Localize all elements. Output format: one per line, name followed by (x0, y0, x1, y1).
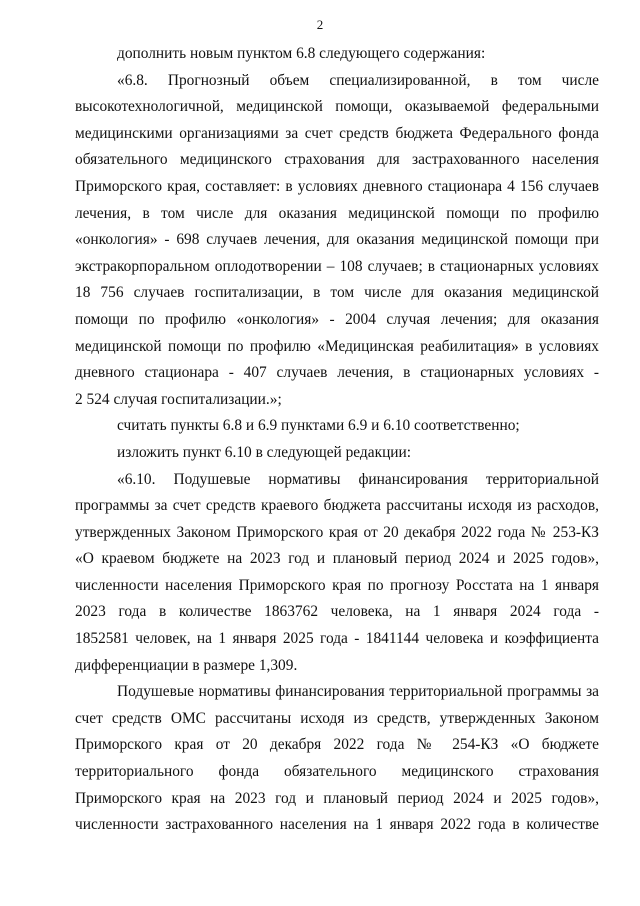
paragraph-line: помощи по профилю «онкология» - 2004 случая лечения; для оказания (75, 310, 599, 328)
paragraph-line: утвержденных Законом Приморского края от 20 декабря 2022 года № 253-КЗ (75, 523, 599, 541)
paragraph-line: 18 756 случаев госпитализации, в том числе для оказания медицинской (75, 284, 599, 302)
paragraph-line: территориального фонда обязательного медицинского страхования (75, 763, 599, 781)
paragraph-line: экстракорпоральном оплодотворении – 108 случаев; в стационарных условиях (75, 257, 599, 275)
paragraph-line: 2023 года в количестве 1863762 человека, на 1 января 2024 года - (75, 603, 599, 621)
paragraph-line: медицинскими организациями за счет средств бюджета Федерального фонда (75, 124, 599, 142)
document-body (75, 41, 599, 839)
paragraph-line: Приморского края, составляет: в условиях дневного стационара 4 156 случаев (75, 177, 599, 195)
paragraph-line: «6.8. Прогнозный объем специализированной, в том числе (117, 71, 599, 89)
paragraph-line: Приморского края от 20 декабря 2022 года № 254-КЗ «О бюджете (75, 736, 599, 754)
paragraph-line: Приморского края на 2023 год и плановый период 2024 и 2025 годов», (75, 789, 599, 807)
paragraph-line: 2 524 случая госпитализации.»; (75, 390, 282, 408)
paragraph-line: Подушевые нормативы финансирования территориальной программы за (117, 683, 599, 701)
paragraph-line: дифференциации в размере 1,309. (75, 656, 298, 674)
paragraph-line: дневного стационара - 407 случаев лечения, в стационарных условиях - (75, 364, 599, 382)
paragraph-line: «6.10. Подушевые нормативы финансирования территориальной (117, 470, 599, 488)
paragraph-line: изложить пункт 6.10 в следующей редакции: (117, 443, 412, 461)
paragraph-line: «О краевом бюджете на 2023 год и плановый период 2024 и 2025 годов», (75, 550, 599, 568)
paragraph-line: высокотехнологичной, медицинской помощи, оказываемой федеральными (75, 98, 599, 116)
paragraph-line: считать пункты 6.8 и 6.9 пунктами 6.9 и 6.10 соответственно; (117, 417, 520, 435)
paragraph-line: счет средств ОМС рассчитаны исходя из средств, утвержденных Законом (75, 709, 599, 727)
paragraph-line: лечения, в том числе для оказания медицинской помощи по профилю (75, 204, 599, 222)
paragraph-line: численности застрахованного населения на 1 января 2022 года в количестве (75, 816, 599, 834)
page-number: 2 (316, 17, 324, 32)
paragraph-line: «онкология» - 698 случаев лечения, для оказания медицинской помощи при (75, 231, 599, 249)
paragraph-line: обязательного медицинского страхования для застрахованного населения (75, 151, 599, 169)
paragraph-line: дополнить новым пунктом 6.8 следующего содержания: (117, 45, 486, 62)
paragraph-line: медицинской помощи по профилю «Медицинская реабилитация» в условиях (75, 337, 599, 355)
paragraph-line: программы за счет средств краевого бюджета рассчитаны исходя из расходов, (75, 497, 599, 515)
paragraph-line: численности населения Приморского края по прогнозу Росстата на 1 января (75, 576, 599, 594)
paragraph-line: 1852581 человек, на 1 января 2025 года - 1841144 человека и коэффициента (75, 630, 599, 648)
